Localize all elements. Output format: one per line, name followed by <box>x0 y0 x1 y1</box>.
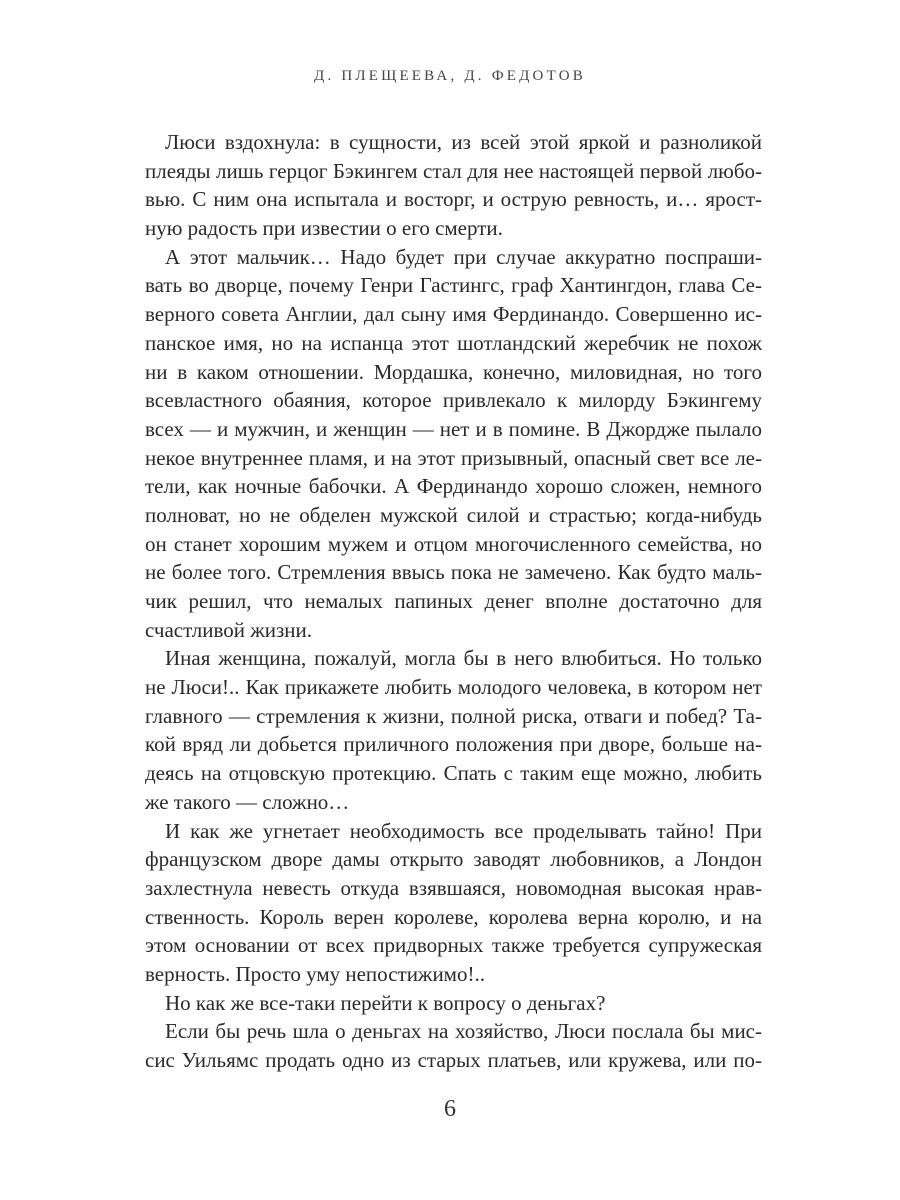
text-line: он станет хорошим мужем и отцом многочисленного семейства, но <box>145 531 762 556</box>
text-line: чик решил, что немалых папиных денег вполне достаточно для <box>145 589 762 613</box>
text-line: захлестнула невесть откуда взявшаяся, новомодная высокая нрав- <box>145 875 762 900</box>
text-line: вать во дворце, почему Генри Гастингс, граф Хантингдон, глава Се- <box>145 273 762 298</box>
text-line: счастливой жизни. <box>145 617 313 642</box>
text-line: этом основании от всех придворных также требуется супружеская <box>145 933 762 958</box>
text-line: вью. С ним она испытала и восторг, и острую ревность, и… ярост- <box>145 187 762 212</box>
page-number: 6 <box>444 1096 456 1122</box>
paragraph <box>145 644 762 816</box>
text-line: главного — стремления к жизни, полной риска, отваги и побед? Та- <box>145 703 762 728</box>
paragraph <box>145 128 762 243</box>
paragraph <box>145 1017 762 1074</box>
text-line: же такого — сложно… <box>145 789 350 814</box>
text-line: французском дворе дамы открыто заводят любовников, а Лондон <box>145 847 762 872</box>
text-line: кой вряд ли добьется приличного положения при дворе, больше на- <box>145 732 762 757</box>
text-line: ственность. Король верен королеве, королева верна королю, и на <box>145 904 762 929</box>
text-line: сис Уильямс продать одно из старых платьев, или кружева, или по- <box>145 1048 762 1072</box>
text-line: тели, как ночные бабочки. А Фердинандо хорошо сложен, немного <box>145 474 762 499</box>
text-line: всевластного обаяния, которое привлекало к милорду Бэкингему <box>145 388 762 413</box>
text-line: А этот мальчик… Надо будет при случае аккуратно поспраши- <box>165 244 762 269</box>
text-line: Иная женщина, пожалуй, могла бы в него влюбиться. Но только <box>165 646 762 671</box>
text-line: Люси вздохнула: в сущности, из всей этой яркой и разноликой <box>165 130 762 154</box>
paragraph <box>145 243 762 645</box>
text-line: панское имя, но на испанца этот шотландский жеребчик не похож <box>145 330 762 355</box>
text-line: ни в каком отношении. Мордашка, конечно, миловидная, но того <box>145 359 762 384</box>
text-line: не Люси!.. Как прикажете любить молодого человека, в котором нет <box>145 675 762 700</box>
text-line: Если бы речь шла о деньгах на хозяйство, Люси послала бы мис- <box>165 1019 762 1044</box>
paragraph <box>145 817 762 989</box>
body-text <box>145 128 762 1075</box>
text-line: И как же угнетает необходимость все проделывать тайно! При <box>165 818 762 843</box>
text-line: некое внутреннее пламя, и на этот призывный, опасный свет все ле- <box>145 445 762 470</box>
text-line: ную радость при известии о его смерти. <box>145 216 503 241</box>
text-line: плеяды лишь герцог Бэкингем стал для нее настоящей первой любо- <box>145 158 762 183</box>
text-line: всех — и мужчин, и женщин — нет и в помине. В Джордже пылало <box>145 416 762 441</box>
text-line: верного совета Англии, дал сыну имя Фердинандо. Совершенно ис- <box>145 302 762 327</box>
text-line: Но как же все-таки перейти к вопросу о деньгах? <box>165 990 606 1015</box>
text-line: деясь на отцовскую протекцию. Спать с таким еще можно, любить <box>145 761 762 786</box>
text-line: полноват, но не обделен мужской силой и страстью; когда-нибудь <box>145 502 762 527</box>
text-line: не более того. Стремления ввысь пока не замечено. Как будто маль- <box>145 560 762 585</box>
paragraph <box>145 989 762 1018</box>
running-header: Д. ПЛЕЩЕЕВА, Д. ФЕДОТОВ <box>314 68 586 84</box>
text-line: верность. Просто уму непостижимо!.. <box>145 961 485 986</box>
